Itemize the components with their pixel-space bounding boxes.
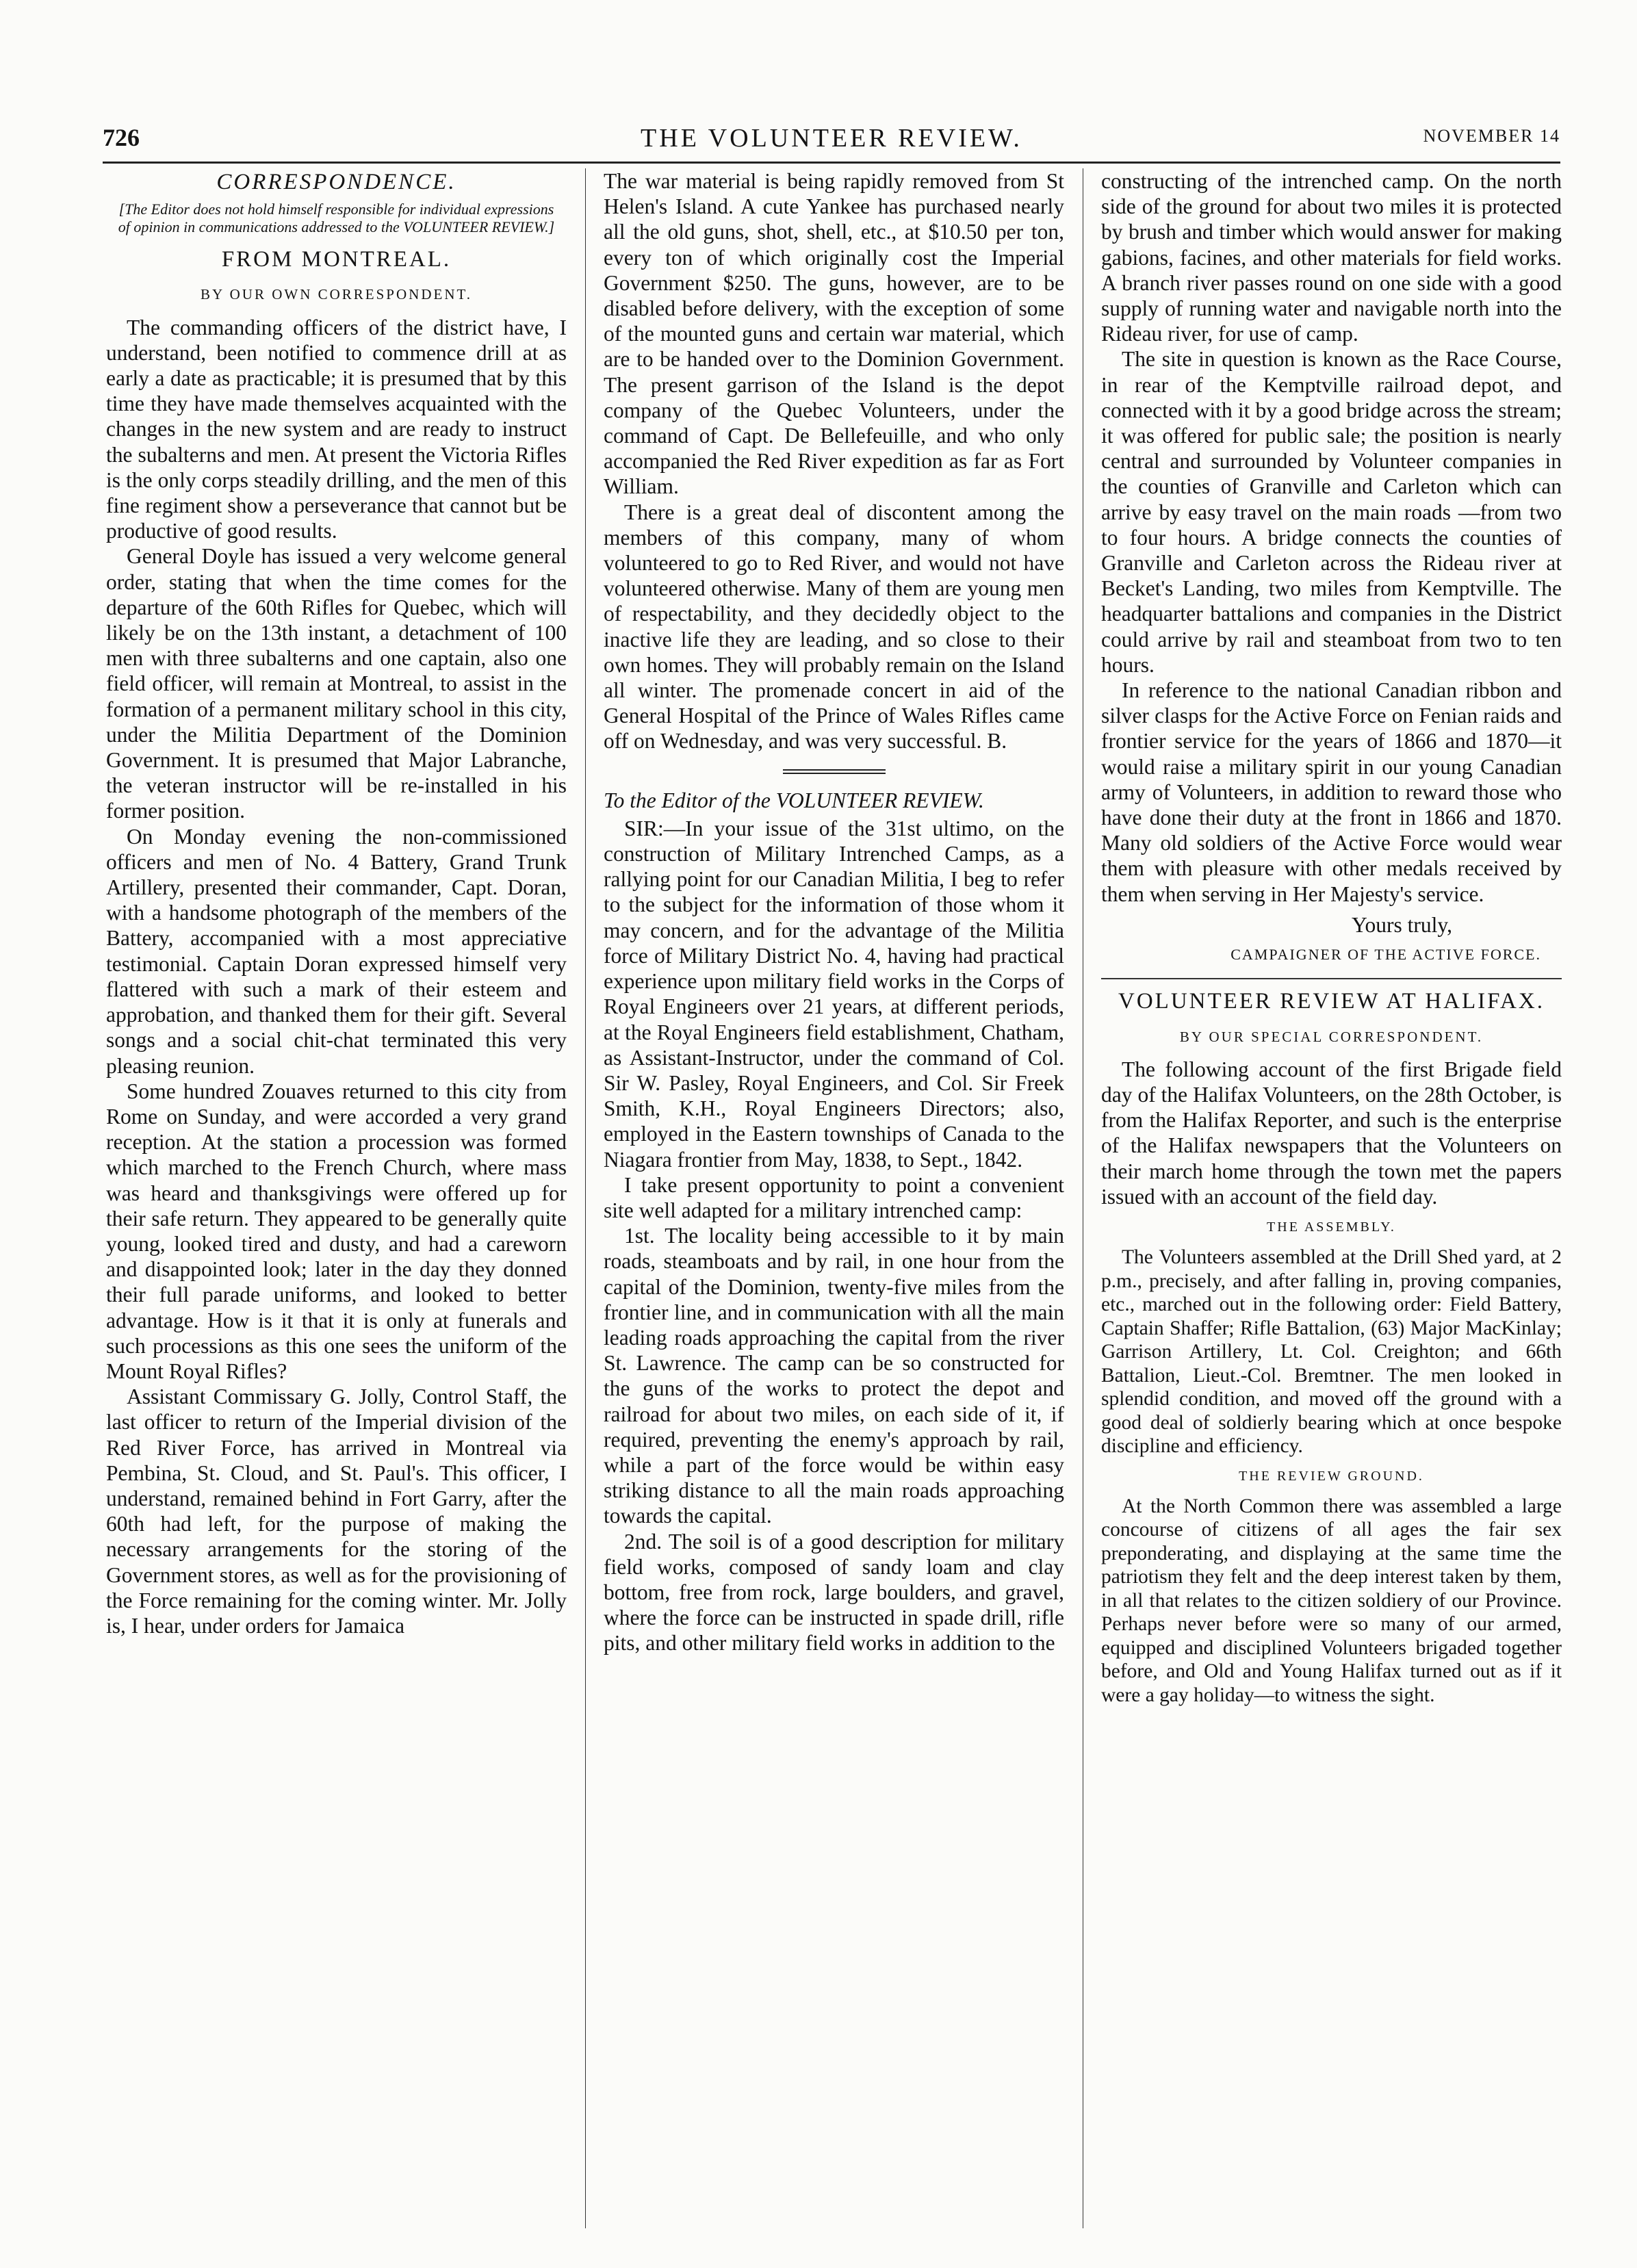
paragraph: The Volunteers assembled at the Drill Shed yard, at 2 p.m., precisely, and after falling in, proving companies, etc., marched out in the following order: Field Battery, Captain Shaffer; Rifle Battalion, (63) Major MacKinlay; Garrison Artillery, Lt. Col. Creighton; and 66th Battalion, Lieut.-Col. Bremtner. The men looked in splendid condition, and moved off the ground with a good deal of soldierly bearing which at once bespoke discipline and efficiency. [1101,1246,1562,1458]
paragraph: On Monday evening the non-commissioned officers and men of No. 4 Battery, Grand Trunk Artillery, presented their commander, Capt. Doran, with a handsome photograph of the members of the Battery, accompanied with a most appreciative testimonial. Captain Doran expressed himself very flattered with such a mark of their esteem and approbation, and thanked them for their gift. Several songs and a social chit-chat terminated this very pleasing reunion. [106,824,567,1078]
paragraph: 2nd. The soil is of a good description for military field works, composed of sandy loam and clay bottom, free from rock, large boulders, and gravel, where the force can be instructed in spade drill, rifle pits, and other military field works in addition to the [604,1529,1064,1655]
paragraph: At the North Common there was assembled a large concourse of citizens of all ages the fair sex preponderating, and displaying at the same time the patriotism they felt and the deep interest taken by them, in all that relates to the citizen soldiery of our Province. Perhaps never before were so many of our armed, equipped and disciplined Volunteers brigaded together before, and Old and Young Halifax turned out as if it were a gay holiday—to witness the sight. [1101,1495,1562,1706]
column-3 [1101,168,1562,2228]
subheading: THE ASSEMBLY. [1267,1219,1396,1235]
editor-note: [The Editor does not hold himself responsible for individual expressions of opinion in communications addressed to the VOLUNTEER REVIEW.] [118,201,555,236]
paragraph: There is a great deal of discontent among the members of this company, many of whom volunteered to go to Red River, and would not have volunteered otherwise. Many of them are young men of respectability, and they decidedly object to the inactive life they are leading, and so close to their own homes. They will probably remain on the Island all winter. The promenade concert in aid of the General Hospital of the Prince of Wales Rifles came off on Wednesday, and was very successful. B. [604,500,1064,753]
section-separator [604,769,1064,774]
issue-date: NOVEMBER 14 [1423,126,1560,146]
article-byline: BY OUR OWN CORRESPONDENT. [200,286,472,303]
page-header [103,123,1560,164]
section-title: CORRESPONDENCE. [216,170,456,194]
page-number: 726 [103,124,140,151]
column-1 [106,168,567,2228]
letter-signature: CAMPAIGNER OF THE ACTIVE FORCE. [1230,946,1541,964]
paragraph: The war material is being rapidly removed from St Helen's Island. A cute Yankee has purchased nearly all the old guns, shot, shell, etc., at $10.50 per ton, every ton of which originally cost the Imperial Government $250. The guns, however, are to be disabled before delivery, with the exception of some of the mounted guns and certain war material, which are to be handed over to the Dominion Government. The present garrison of the Island is the depot company of the Quebec Volunteers, under the command of Capt. De Bellefeuille, and who only accompanied the Red River expedition as far as Fort William. [604,169,1064,499]
paragraph: 1st. The locality being accessible to it by main roads, steamboats and by rail, in one hour from the capital of the Dominion, twenty-five miles from the frontier line, and in communication with all the main leading roads approaching the capital from the river St. Lawrence. The camp can be so constructed for the guns of the works to protect the depot and railroad for about two miles, on each side of it, if required, preventing the enemy's approach by rail, while a part of the force would be within easy striking distance to all the main roads approaching towards the capital. [604,1224,1064,1528]
masthead-title: THE VOLUNTEER REVIEW. [641,124,1022,153]
section-rule [1101,978,1562,979]
subheading: THE REVIEW GROUND. [1239,1468,1424,1484]
paragraph: The commanding officers of the district have, I understand, been notified to commence drill at as early a date as practicable; it is presumed that by this time they have made themselves acquainted with the changes in the new system and are ready to instruct the subalterns and men. At present the Victoria Rifles is the only corps steadily drilling, and the men of this fine regiment show a perseverance that cannot but be productive of good results. [106,315,567,543]
article-headline: VOLUNTEER REVIEW AT HALIFAX. [1118,989,1545,1014]
paragraph: constructing of the intrenched camp. On the north side of the ground for about two miles it is protected by brush and timber which would answer for making gabions, facines, and other materials for field works. A branch river passes round on one side with a good supply of running water and navigable north into the Rideau river, for use of camp. [1101,169,1562,346]
paragraph: Some hundred Zouaves returned to this city from Rome on Sunday, and were accorded a very grand reception. At the station a procession was formed which marched to the French Church, where mass was heard and thanksgivings were offered up for their safe return. They appeared to be generally quite young, looked tired and dusty, and had a careworn and disappointed look; later in the day they donned their full parade uniforms, and looked to better advantage. How is it that it is only at funerals and such processions as this one sees the uniform of the Mount Royal Rifles? [106,1079,567,1383]
paragraph: General Doyle has issued a very welcome general order, stating that when the time comes for the departure of the 60th Rifles for Quebec, which will likely be on the 13th instant, a detachment of 100 men with three subalterns and one captain, also one field officer, will remain at Montreal, to assist in the formation of a permanent military school in this city, under the Militia Department of the Dominion Government. It is presumed that Major Labranche, the veteran instructor will be re-installed in his former position. [106,544,567,823]
paragraph: I take present opportunity to point a convenient site well adapted for a military intrenched camp: [604,1172,1064,1222]
article-byline: BY OUR SPECIAL CORRESPONDENT. [1179,1028,1484,1045]
column-divider [585,168,586,2228]
paragraph: SIR:—In your issue of the 31st ultimo, on the construction of Military Intrenched Camps, as a rallying point for our Canadian Militia, I beg to refer to the subject for the information of those whom it may concern, and for the advantage of the Militia force of Military District No. 4, having had practical experience upon military field works in the Corps of Royal Engineers over 21 years, at different periods, at the Royal Engineers field establishment, Chatham, as Assistant-Instructor, under the command of Col. Sir W. Pasley, Royal Engineers, and Col. Sir Freek Smith, K.H., Royal Engineers Directors; also, employed in the Eastern townships of Canada to the Niagara frontier from May, 1838, to Sept., 1842. [604,816,1064,1172]
paragraph: In reference to the national Canadian ribbon and silver clasps for the Active Force on Fenian raids and frontier service for the years of 1866 and 1870—it would raise a military spirit in our young Canadian army of Volunteers, in addition to reward those who have done their duty at the front in 1866 and 1870. Many old soldiers of the Active Force would wear them with pleasure with other medals received by them when serving in Her Majesty's service. [1101,678,1562,906]
paragraph: The site in question is known as the Race Course, in rear of the Kemptville railroad depot, and connected with it by a good bridge across the stream; it was offered for public sale; the position is nearly central and surrounded by Volunteer companies in the counties of Granville and Carleton which can arrive by easy travel on the main roads —from two to four hours. A bridge connects the counties of Granville and Carleton across the Rideau river at Becket's Landing, two miles from Kemptville. The headquarter battalions and companies in the District could arrive by rail and steamboat from two to ten hours. [1101,347,1562,677]
article-headline: FROM MONTREAL. [221,247,452,272]
paragraph: Assistant Commissary G. Jolly, Control Staff, the last officer to return of the Imperial division of the Red River Force, has arrived in Montreal via Pembina, St. Cloud, and St. Paul's. This officer, I understand, remained behind in Fort Garry, after the 60th had left, for the purpose of making the necessary arrangements for the storing of the Government stores, as well as for the provisioning of the Force remaining for the coming winter. Mr. Jolly is, I hear, under orders for Jamaica [106,1384,567,1638]
letter-salutation: To the Editor of the VOLUNTEER REVIEW. [604,788,984,812]
paragraph: The following account of the first Brigade field day of the Halifax Volunteers, on the 28th October, is from the Halifax Reporter, and such is the enterprise of the Halifax newspapers that the Volunteers on their march home through the town met the papers issued with an account of the field day. [1101,1057,1562,1209]
header-rule [103,162,1560,164]
column-2 [604,168,1064,2228]
letter-signoff: Yours truly, [1351,912,1452,937]
